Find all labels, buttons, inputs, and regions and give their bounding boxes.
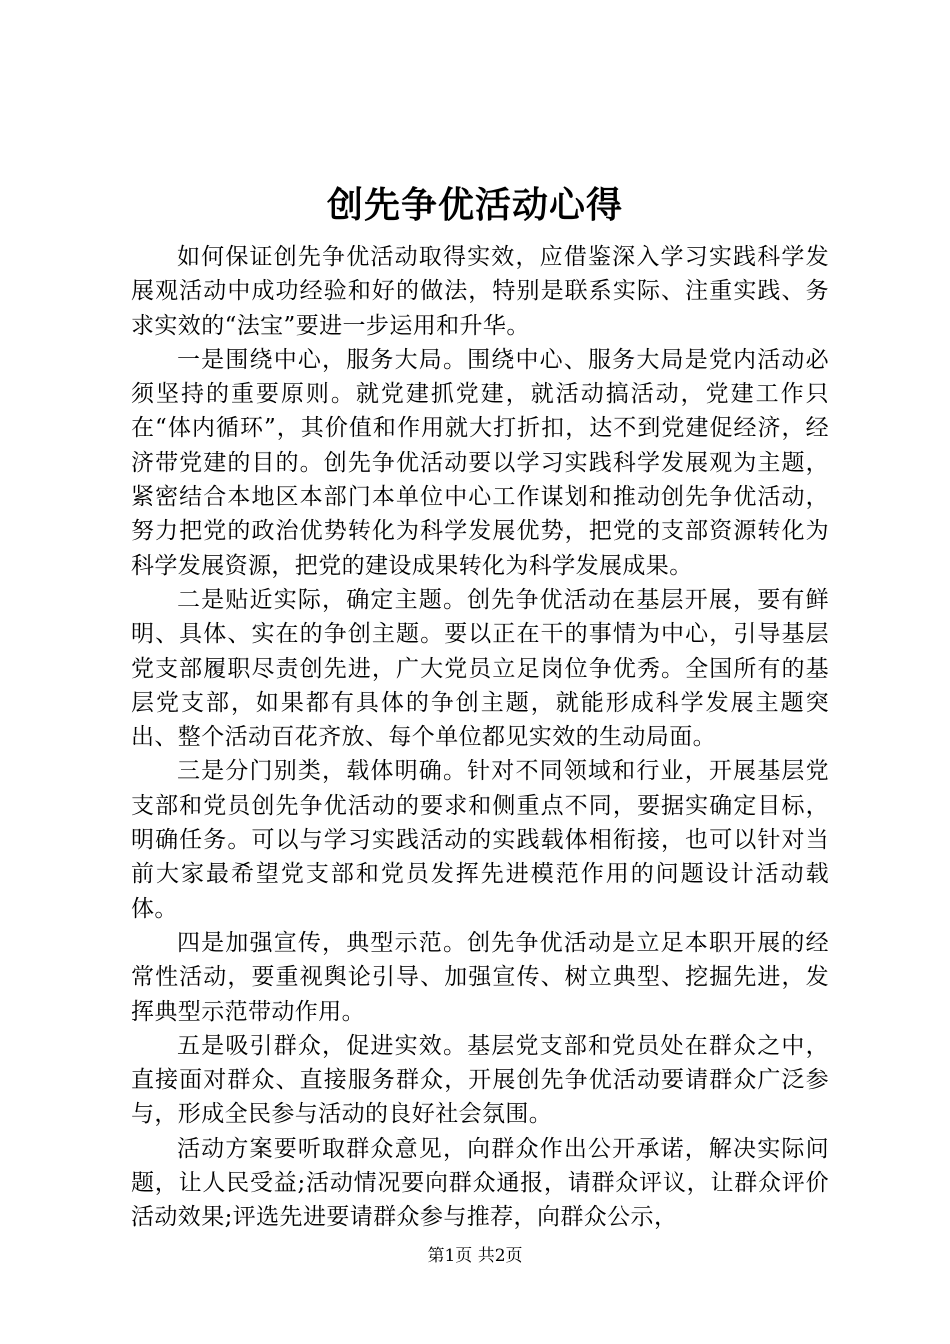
paragraph-point-2: 二是贴近实际，确定主题。创先争优活动在基层开展，要有鲜明、具体、实在的争创主题。要以正在干的事情为中心，引导基层党支部履职尽责创先进，广大党员立足岗位争优秀。全国所有的基层党支部，如果都有具体的争创主题，就能形成科学发展主题突出、整个活动百花齐放、每个单位都见实效的生动局面。 [131, 586, 829, 751]
paragraph-point-5: 五是吸引群众，促进实效。基层党支部和党员处在群众之中，直接面对群众、直接服务群众，开展创先争优活动要请群众广泛参与，形成全民参与活动的良好社会氛围。 [131, 1032, 829, 1128]
document-body [131, 240, 829, 1235]
paragraph-intro: 如何保证创先争优活动取得实效，应借鉴深入学习实践科学发展观活动中成功经验和好的做法，特别是联系实际、注重实践、务求实效的“法宝”要进一步运用和升华。 [131, 244, 829, 339]
paragraph-point-3: 三是分门别类，载体明确。针对不同领域和行业，开展基层党支部和党员创先争优活动的要求和侧重点不同，要据实确定目标，明确任务。可以与学习实践活动的实践载体相衔接，也可以针对当前大家最希望党支部和党员发挥先进模范作用的问题设计活动载体。 [131, 758, 829, 922]
document-title: 创先争优活动心得 [326, 184, 623, 226]
paragraph-activity-plan: 活动方案要听取群众意见，向群众作出公开承诺，解决实际问题，让人民受益;活动情况要向群众通报，请群众评议，让群众评价活动效果;评选先进要请群众参与推荐，向群众公示， [131, 1135, 829, 1231]
paragraph-point-1: 一是围绕中心，服务大局。围绕中心、服务大局是党内活动必须坚持的重要原则。就党建抓党建，就活动搞活动，党建工作只在“体内循环”，其价值和作用就大打折扣，达不到党建促经济，经济带党建的目的。创先争优活动要以学习实践科学发展观为主题，紧密结合本地区本部门本单位中心工作谋划和推动创先争优活动，努力把党的政治优势转化为科学发展优势，把党的支部资源转化为科学发展资源，把党的建设成果转化为科学发展成果。 [131, 346, 829, 579]
page-number-footer: 第1页 共2页 [427, 1246, 523, 1266]
paragraph-point-4: 四是加强宣传，典型示范。创先争优活动是立足本职开展的经常性活动，要重视舆论引导、加强宣传、树立典型、挖掘先进，发挥典型示范带动作用。 [131, 929, 829, 1025]
